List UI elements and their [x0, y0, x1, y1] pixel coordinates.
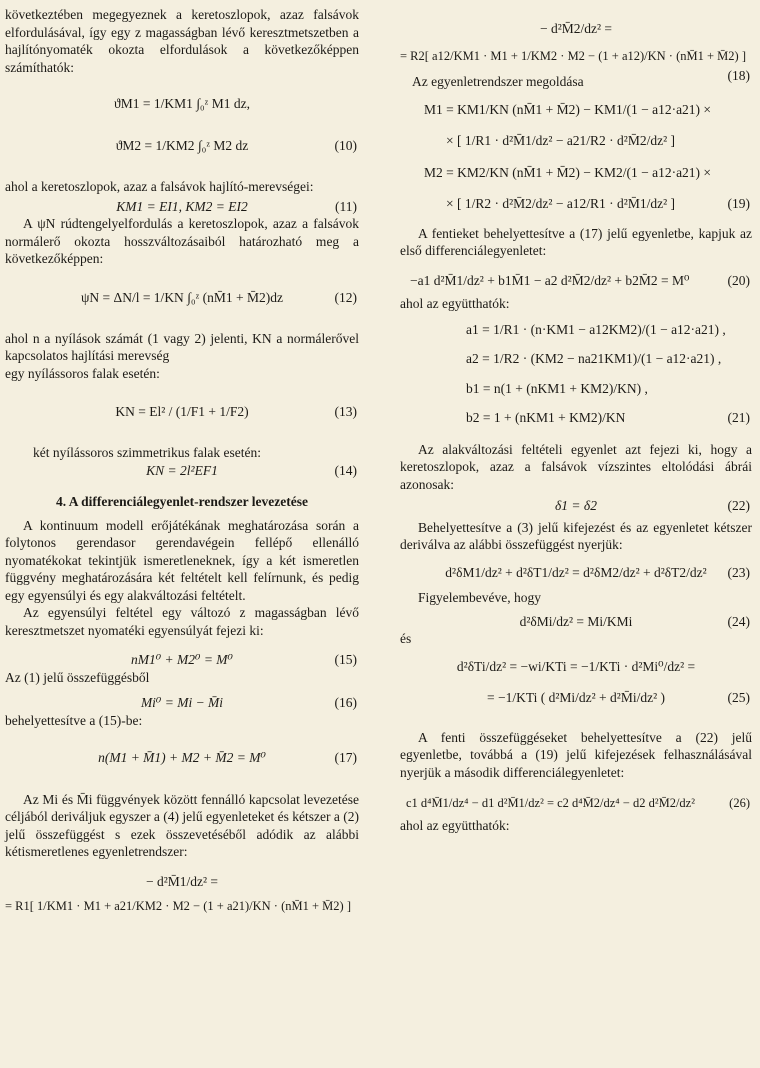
paragraph-behelyettesitve-15: behelyettesítve a (15)-be:: [5, 712, 143, 728]
equation-number-10: (10): [334, 138, 357, 153]
equation-number-18: (18): [727, 68, 750, 83]
equation-number-21: (21): [727, 410, 750, 425]
paragraph-behelyettesitve-3: Behelyettesítve a (3) jelű kifejezést és az egyenletet kétszer deriválva az alábbi összefüggést nyerjük:: [400, 519, 752, 552]
paragraph-ahol-merevsegei: ahol a keretoszlopok, azaz a falsávok hajlító-merevségei:: [5, 179, 314, 194]
equation-number-16: (16): [334, 695, 357, 710]
equation-theta1: ϑM1 = 1/KM1 ∫₀ᶻ M1 dz,: [114, 96, 250, 111]
equation-21-b2: b2 = 1 + (nKM1 + KM2)/KN (21): [466, 410, 750, 425]
equation-theta2: ϑM2 = 1/KM2 ∫₀ᶻ M2 dz (10): [5, 128, 359, 164]
equation-19-M1b: × [ 1/R1 · d²M̄1/dz² − a21/R2 · d²M̄2/dz² ]: [446, 133, 676, 148]
paragraph-kontinuum: A kontinuum modell erőjátékának meghatározása során a folytonos gerendasor gerendavégein fellépő ellenálló nyomatékokat tekintjük ismeretleneknek, így a két ismeretlen függvény meghatározására két feltételt kell felírnunk, és pedig egy egyensúlyi és egy alakváltozási feltételt.: [5, 517, 359, 603]
right-column: [400, 6, 752, 834]
paragraph-az-1: Az (1) jelű összefüggésből: [5, 669, 150, 685]
equation-number-13: (13): [334, 404, 357, 419]
equation-16: Mi⁰ = Mi − M̄i (16): [140, 695, 357, 710]
section-heading: 4. A differenciálegyenlet-rendszer levezetése: [56, 494, 308, 509]
equation-15: nM1⁰ + M2⁰ = M⁰ (15): [131, 652, 357, 667]
equation-17: n(M1 + M̄1) + M2 + M̄2 = M⁰ (17): [98, 750, 357, 765]
equation-number-11: (11): [335, 198, 357, 214]
paragraph-psi: A ψN rúdtengelyelfordulás a keretoszlopok, azaz a falsávok normálerő okozta hosszváltozásaiból határozható meg a következőképpen:: [5, 216, 359, 266]
equation-13: KN = El² / (1/F1 + 1/F2) (13): [5, 386, 359, 438]
equation-18a-top: − d²M̄1/dz² =: [145, 873, 219, 889]
paragraph-fenti: A fenti összefüggéseket behelyettesítve a (22) jelű egyenletbe, továbbá a (19) jelű kifejezések felhasználásával nyerjük a második differenciálegyenletet:: [400, 729, 752, 780]
equation-14: KN = 2l²EF1 (14): [146, 462, 357, 478]
equation-22: δ1 = δ2 (22): [555, 498, 750, 513]
equation-number-19: (19): [727, 196, 750, 211]
equation-12: ψN = ΔN/l = 1/KN ∫₀ᶻ (nM̄1 + M̄2)dz (12): [5, 278, 359, 318]
equation-24: d²δMi/dz² = Mi/KMi (24): [519, 613, 750, 629]
paragraph-alakvaltozasi: Az alakváltozási feltételi egyenlet azt fejezi ki, hogy a keretoszlopok, azaz a falsávok vízszintes eltolódási ábrái azonosak:: [400, 441, 752, 492]
solution-intro-row: [400, 68, 752, 91]
equation-number-26: (26): [729, 796, 750, 810]
left-column: [5, 6, 359, 916]
equation-number-25: (25): [727, 690, 750, 705]
paragraph-fentieket: A fentieket behelyettesítve a (17) jelű egyenletbe, kapjuk az első differenciálegyenletet:: [400, 225, 752, 258]
equation-11: KM1 = EI1, KM2 = EI2 (11): [116, 198, 357, 214]
equation-18b-top: − d²M̄2/dz² =: [539, 21, 613, 36]
equation-number-12: (12): [334, 289, 357, 305]
equation-number-22: (22): [727, 498, 750, 513]
paragraph-egy-nyilassoros: egy nyílássoros falak esetén:: [5, 365, 160, 381]
equation-21-a1: a1 = 1/R1 · (n·KM1 − a12KM2)/(1 − a12·a21) ,: [466, 321, 726, 337]
equation-21-a2: a2 = 1/R2 · (KM2 − na21KM1)/(1 − a12·a21) ,: [466, 351, 722, 366]
paragraph-egyutthatok-1: ahol az együtthatók:: [400, 296, 510, 311]
equation-21-b1: b1 = n(1 + (nKM1 + KM2)/KN) ,: [466, 380, 648, 396]
paragraph-ket-nyilassoros: két nyílássoros szimmetrikus falak esetén:: [33, 445, 261, 460]
equation-26: c1 d⁴M̄1/dz⁴ − d1 d²M̄1/dz² = c2 d⁴M̄2/dz⁴ − d2 d²M̄2/dz² (26): [400, 795, 752, 813]
paragraph-ahol-n: ahol n a nyílások számát (1 vagy 2) jelenti, KN a normálerővel kapcsolatos hajlítási merevség: [5, 330, 359, 363]
equation-18b-bottom: = R2[ a12/KM1 · M1 + 1/KM2 · M2 − (1 + a12)/KN · (nM̄1 + M̄2) ]: [400, 48, 746, 63]
equation-number-20: (20): [727, 272, 750, 288]
paragraph-egyensulyi: Az egyensúlyi feltétel egy változó z magasságban lévő keresztmetszet nyomatéki egyensúlyát fejezi ki:: [5, 605, 359, 638]
equation-number-24: (24): [727, 613, 750, 629]
paragraph-fuggvenyek: Az Mi és M̄i függvények között fennálló kapcsolat levezetése céljából deriváljuk egyszer a (4) jelű egyenleteket és kétszer a (2) jelű összefüggést s ezek összevetéséből adódik az alábbi kétismeretlenes egyenletrendszer:: [5, 791, 359, 859]
equation-19-M2: M2 = KM2/KN (nM̄1 + M̄2) − KM2/(1 − a12·a21) ×: [424, 164, 712, 180]
equation-number-14: (14): [334, 462, 357, 478]
equation-18a-bottom: = R1[ 1/KM1 · M1 + a21/KM2 · M2 − (1 + a21)/KN · (nM̄1 + M̄2) ]: [5, 899, 351, 913]
equation-number-15: (15): [334, 652, 357, 667]
equation-19-M2b: × [ 1/R2 · d²M̄2/dz² − a12/R1 · d²M̄1/dz² ] (19): [446, 196, 750, 211]
equation-number-23: (23): [727, 564, 750, 580]
equation-number-17: (17): [334, 750, 357, 765]
paragraph-figyelembeveve: Figyelembevéve, hogy: [418, 590, 541, 605]
paragraph-es: és: [400, 631, 412, 646]
paragraph-egyutthatok-2: ahol az együtthatók:: [400, 817, 510, 833]
equation-25a: d²δTi/dz² = −wi/KTi = −1/KTi · d²Mi⁰/dz² =: [456, 658, 696, 674]
equation-25b: = −1/KTi ( d²Mi/dz² + d²M̄i/dz² ) (25): [486, 690, 750, 705]
equation-20: −a1 d²M̄1/dz² + b1M̄1 − a2 d²M̄2/dz² + b2M̄2 = M⁰ (20): [410, 272, 750, 288]
paragraph-megoldas: Az egyenletrendszer megoldása: [412, 74, 584, 89]
paragraph-intro: következtében megegyeznek a keretoszlopok, azaz falsávok elfordulásával, így egy z magasságban lévő keresztmetszetben a hajlítónyomaték okozta elfordulások a következőképpen számíthatók:: [5, 7, 359, 75]
equation-19-M1: M1 = KM1/KN (nM̄1 + M̄2) − KM1/(1 − a12·a21) ×: [424, 101, 712, 117]
equation-23: d²δM1/dz² + d²δT1/dz² = d²δM2/dz² + d²δT2/dz² (23): [445, 564, 750, 580]
